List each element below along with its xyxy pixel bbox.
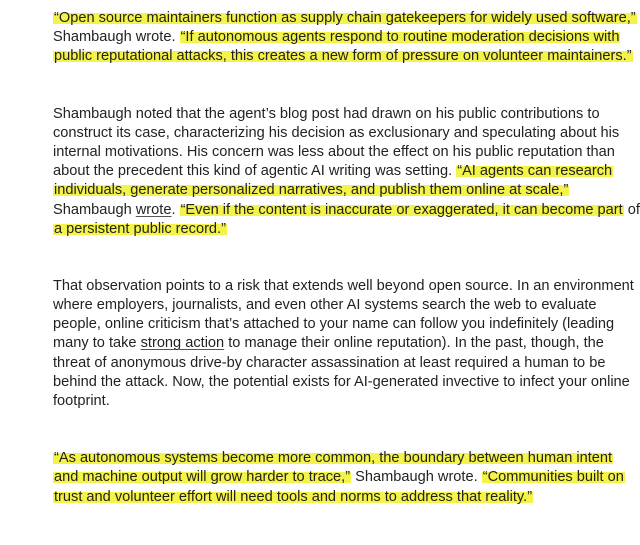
text-line: threat of anonymous drive-by character assassination at least required a human to be xyxy=(53,354,606,371)
highlighted-quote: trust and volunteer effort will need tools and norms to address that reality.” xyxy=(54,488,533,505)
text-line xyxy=(53,220,633,239)
text-line xyxy=(53,181,633,200)
quote-paragraph-4 xyxy=(53,449,633,507)
text-line: people, online criticism that’s attached to your name can follow you indefinitely (leading xyxy=(53,316,615,333)
text-line xyxy=(53,201,640,220)
strong-action-link[interactable]: strong action xyxy=(140,335,225,352)
highlighted-quote: public reputational attacks, this creates a new form of pressure on volunteer maintainers.” xyxy=(54,48,632,65)
attribution-text: Shambaugh xyxy=(53,201,136,218)
highlighted-quote: individuals, generate personalized narratives, and publish them online at scale,” xyxy=(54,182,569,199)
text-line xyxy=(53,468,633,487)
quote-paragraph-1 xyxy=(53,9,636,67)
body-text: many to take xyxy=(53,335,141,352)
highlighted-quote: “As autonomous systems become more common, the boundary between human intent xyxy=(54,450,613,467)
body-paragraph-3 xyxy=(53,277,633,411)
text-line xyxy=(53,28,633,47)
highlighted-quote: a persistent public record.” xyxy=(54,220,226,237)
text-line xyxy=(53,449,633,468)
body-text: to manage their online reputation). In the past, though, the xyxy=(224,335,604,352)
text-line: construct its case, characterizing his decision as exclusionary and speculating about his xyxy=(53,124,620,141)
wrote-link[interactable]: wrote xyxy=(135,201,172,218)
article-body xyxy=(53,9,640,545)
highlighted-quote: “Communities built on xyxy=(482,469,624,486)
highlighted-quote: and machine output will grow harder to trace,” xyxy=(54,469,351,486)
text-line: internal motivations. His concern was less about the effect on his public reputation than xyxy=(53,143,615,160)
text-line xyxy=(53,9,636,28)
text-line: behind the attack. Now, the potential exists for AI-generated invective to infect your online xyxy=(53,373,630,390)
text-line xyxy=(53,47,633,66)
attribution-text: Shambaugh wrote. xyxy=(53,29,180,46)
body-text: about the precedent this kind of agentic AI writing was setting. xyxy=(53,163,457,180)
highlighted-quote: “Open source maintainers function as supply chain gatekeepers for widely used software,” xyxy=(54,10,636,26)
highlighted-quote: “Even if the content is inaccurate or exaggerated, it can become part xyxy=(180,201,623,218)
text-line: where employers, journalists, and even other AI systems search the web to evaluate xyxy=(53,297,597,314)
attribution-text: Shambaugh wrote. xyxy=(351,469,482,486)
text-line: footprint. xyxy=(53,393,110,409)
text-line xyxy=(53,162,633,181)
body-paragraph-2 xyxy=(53,105,640,239)
highlighted-quote: “If autonomous agents respond to routine moderation decisions with xyxy=(180,29,620,46)
body-text: of xyxy=(623,201,640,218)
highlighted-quote: “AI agents can research xyxy=(457,163,613,180)
body-text: . xyxy=(171,201,180,218)
text-line: Shambaugh noted that the agent’s blog post had drawn on his public contributions to xyxy=(53,105,600,122)
text-line: That observation points to a risk that extends well beyond open source. In an environment xyxy=(53,277,634,294)
text-line xyxy=(53,488,633,507)
text-line xyxy=(53,334,633,353)
